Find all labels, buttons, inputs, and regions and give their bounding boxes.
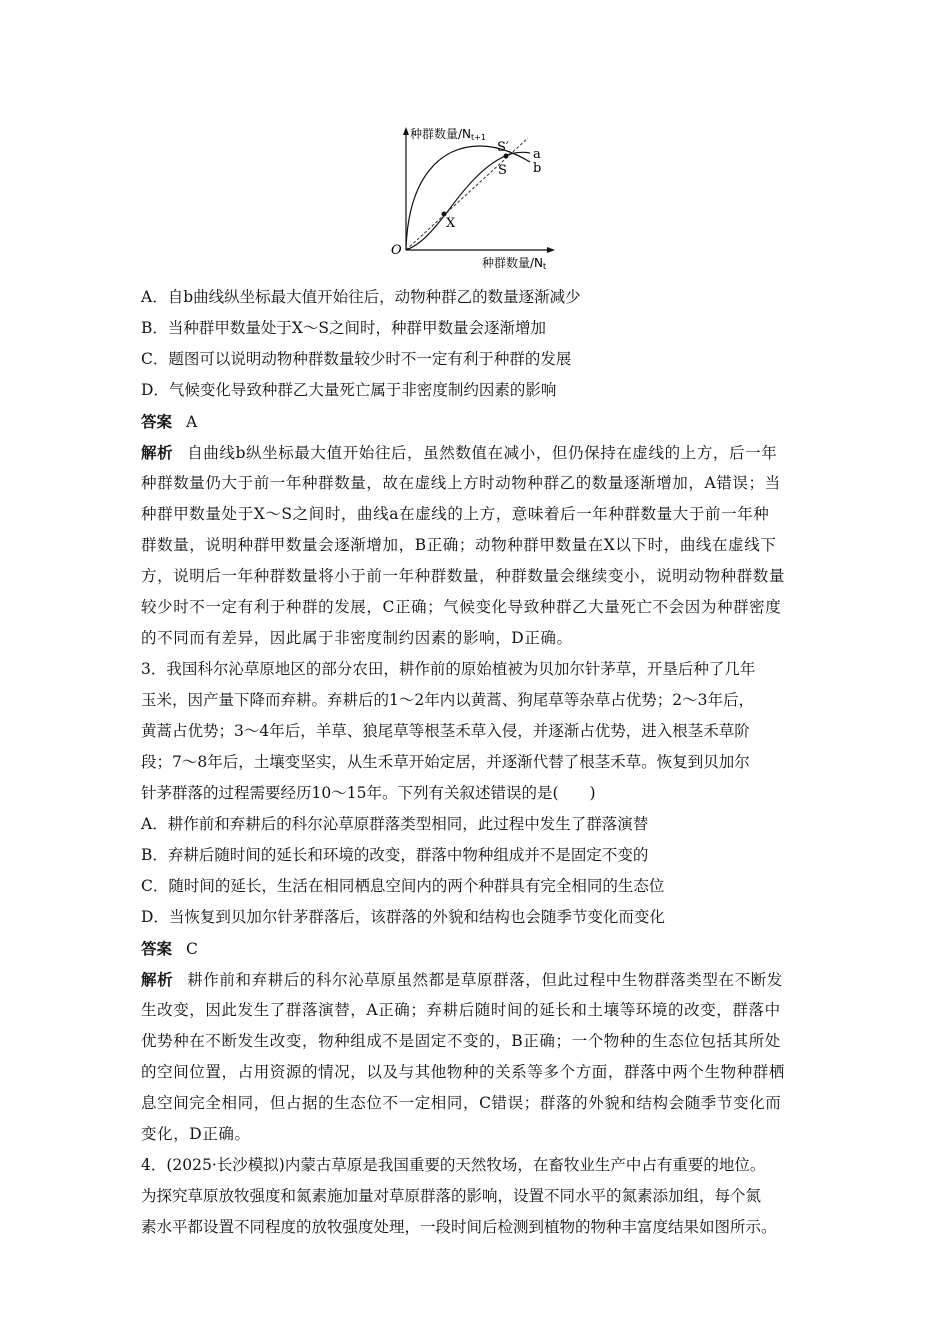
point-s-label: S [498, 163, 507, 178]
q3-explanation-line: 变化，D正确。 [141, 1125, 251, 1143]
q3-explanation-line: 息空间完全相同，但占据的生态位不一定相同，C错误；群落的外貌和结构会随季节变化而 [141, 1094, 782, 1112]
q2-option-d: D．气候变化导致种群乙大量死亡属于非密度制约因素的影响 [141, 381, 557, 399]
q2-explanation-line: 群数量，说明种群甲数量会逐渐增加，B正确；动物种群甲数量在X以下时，曲线在虚线下 [141, 536, 777, 554]
y-axis-arrow-icon [403, 127, 409, 135]
q3-stem-line: 段；7～8年后，土壤变坚实，从生禾草开始定居，并逐渐代替了根茎禾草。恢复到贝加尔 [141, 753, 750, 771]
dashed-diagonal [406, 138, 528, 250]
y-axis-label-sub: t+1 [471, 133, 486, 142]
x-axis-label-main: 种群数量/N [482, 256, 544, 270]
q2-option-c: C．题图可以说明动物种群数量较少时不一定有利于种群的发展 [141, 350, 572, 368]
q3-stem [141, 654, 831, 809]
curve-a-label: a [533, 147, 541, 162]
q2-explanation-label: 解析 [141, 443, 174, 462]
q3-explanation-line: 优势种在不断发生改变，物种组成不是固定不变的，B正确；一个物种的生态位包括其所处 [141, 1032, 781, 1050]
q3-stem-line: 3．我国科尔沁草原地区的部分农田，耕作前的原始植被为贝加尔针茅草，开垦后种了几年 [141, 660, 756, 678]
q3-explanation [141, 964, 831, 1150]
q2-answer [141, 406, 831, 437]
q2-explanation-text: 自曲线b纵坐标最大值开始往后，虽然数值在减小，但仍保持在虚线的上方，后一年 [187, 444, 778, 462]
origin-label: O [391, 243, 402, 258]
curve-b [406, 146, 530, 250]
x-axis-arrow-icon [547, 247, 555, 253]
y-axis-label [410, 126, 486, 142]
q4-stem-line: 4．(2025·长沙模拟)内蒙古草原是我国重要的天然牧场，在畜牧业生产中占有重要的地位。 [141, 1156, 766, 1174]
q2-option-a: A．自b曲线纵坐标最大值开始往后，动物种群乙的数量逐渐减少 [141, 288, 581, 306]
q2-option-b: B．当种群甲数量处于X～S之间时，种群甲数量会逐渐增加 [141, 319, 547, 337]
q3-answer-label: 答案 [141, 939, 173, 958]
q3-option-a: A．耕作前和弃耕后的科尔沁草原群落类型相同，此过程中发生了群落演替 [141, 815, 649, 833]
q3-option-c: C．随时间的延长，生活在相同栖息空间内的两个种群具有完全相同的生态位 [141, 877, 665, 895]
q3-explanation-line [141, 964, 831, 995]
q2-explanation-line: 较少时不一定有利于种群的发展，C正确；气候变化导致种群乙大量死亡不会因为种群密度 [141, 598, 782, 616]
population-graph [380, 118, 580, 278]
q2-explanation [141, 437, 831, 654]
q2-explanation-line: 方，说明后一年种群数量将小于前一年种群数量，种群数量会继续变小，说明动物种群数量 [141, 567, 786, 585]
point-x-label: X [446, 216, 456, 231]
document-body [141, 282, 831, 1243]
q3-explanation-line: 生改变，因此发生了群落演替，A正确；弃耕后随时间的延长和土壤等环境的改变，群落中 [141, 1001, 781, 1019]
curve-a [406, 152, 530, 250]
q3-explanation-text: 耕作前和弃耕后的科尔沁草原虽然都是草原群落，但此过程中生物群落类型在不断发 [187, 971, 783, 989]
q2-explanation-line: 种群数量仍大于前一年种群数量，故在虚线上方时动物种群乙的数量逐渐增加，A错误；当 [141, 474, 781, 492]
q3-answer-value: C [186, 940, 198, 958]
x-axis-label-sub: t [543, 262, 547, 271]
x-axis-label [482, 255, 546, 271]
q4-stem-line: 素水平都设置不同程度的放牧强度处理，一段时间后检测到植物的物种丰富度结果如图所示。 [141, 1218, 777, 1236]
q3-explanation-label: 解析 [141, 970, 174, 989]
q3-option-b: B．弃耕后随时间的延长和环境的改变，群落中物种组成并不是固定不变的 [141, 846, 649, 864]
q3-stem-line: 针茅群落的过程需要经历10～15年。下列有关叙述错误的是( ) [141, 784, 596, 802]
q3-explanation-line: 的空间位置，占用资源的情况，以及与其他物种的关系等多个方面，群落中两个生物种群栖 [141, 1063, 786, 1081]
q4-stem [141, 1150, 831, 1243]
q3-answer [141, 933, 831, 964]
q2-answer-label: 答案 [141, 412, 173, 431]
q3-stem-line: 黄蒿占优势；3～4年后，羊草、狼尾草等根茎禾草入侵，并逐渐占优势，进入根茎禾草阶 [141, 722, 750, 740]
curve-b-label: b [533, 161, 542, 176]
q3-option-d: D．当恢复到贝加尔针茅群落后，该群落的外貌和结构也会随季节变化而变化 [141, 908, 665, 926]
q3-stem-line: 玉米，因产量下降而弃耕。弃耕后的1～2年内以黄蒿、狗尾草等杂草占优势；2～3年后， [141, 691, 754, 709]
q2-explanation-line [141, 437, 831, 468]
q2-explanation-line: 种群甲数量处于X～S之间时，曲线a在虚线的上方，意味着后一年种群数量大于前一年种 [141, 505, 770, 523]
q2-answer-value: A [186, 413, 198, 431]
q2-explanation-line: 的不同而有差异，因此属于非密度制约因素的影响，D正确。 [141, 629, 573, 647]
point-s-prime-label: S′ [497, 140, 509, 155]
q4-stem-line: 为探究草原放牧强度和氮素施加量对草原群落的影响，设置不同水平的氮素添加组，每个氮 [141, 1187, 762, 1205]
y-axis-label-main: 种群数量/N [410, 127, 472, 141]
